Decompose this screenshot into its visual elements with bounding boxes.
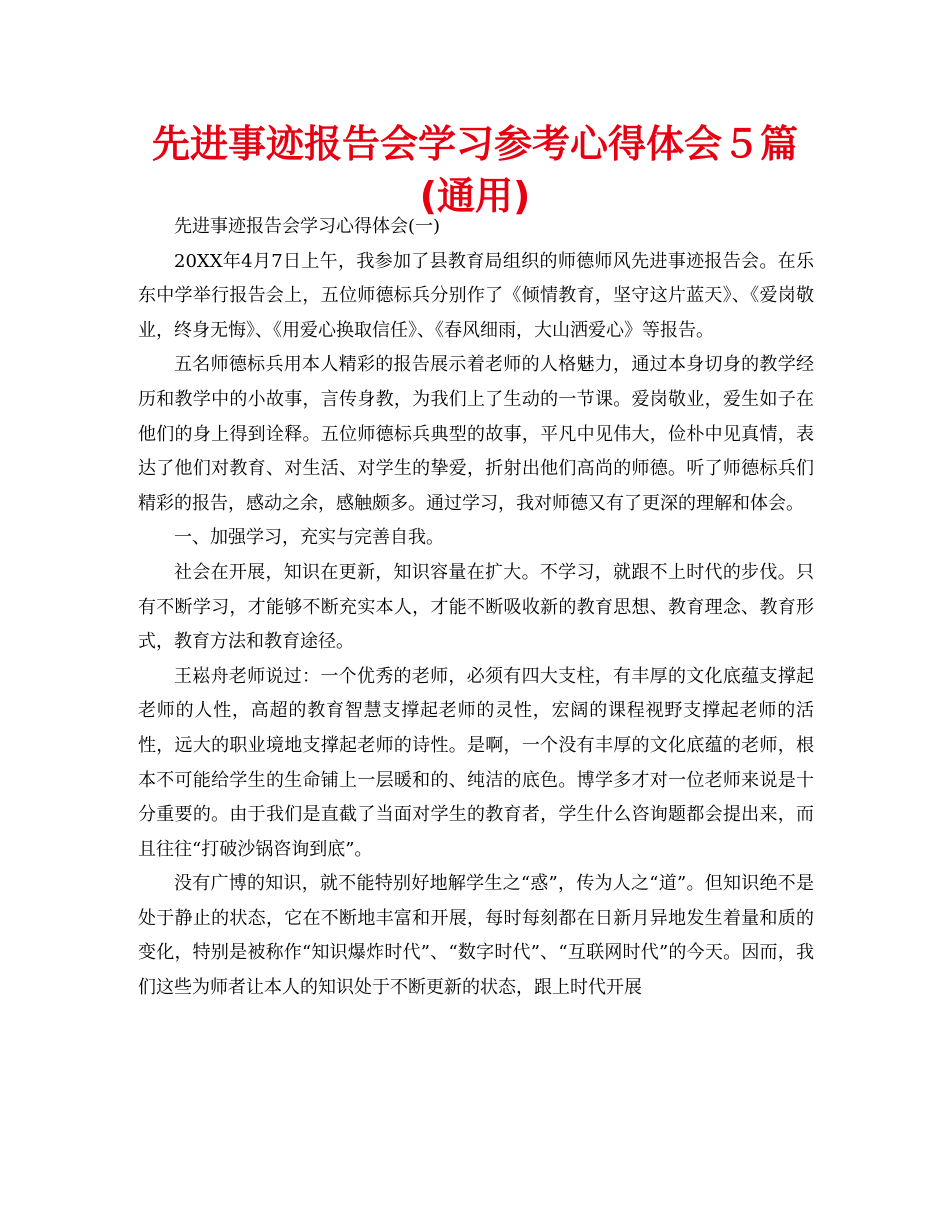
document-title-line-1: 先进事迹报告会学习参考心得体会５篇: [151, 122, 798, 166]
paragraph: 没有广博的知识，就不能特别好地解学生之“惑”，传为人之“道”。但知识绝不是处于静止的状态，它在不断地丰富和开展，每时每刻都在日新月异地发生着量和质的变化，特别是被称作“知识爆炸时代”、“数字时代”、“互联网时代”的今天。因而，我们这些为师者让本人的知识处于不断更新的状态，跟上时代开展: [138, 873, 814, 999]
paragraph: 社会在开展，知识在更新，知识容量在扩大。不学习，就跟不上时代的步伐。只有不断学习，才能够不断充实本人，才能不断吸收新的教育思想、教育理念、教育形式，教育方法和教育途径。: [138, 561, 814, 653]
subheading: 一、加强学习，充实与完善自我。: [174, 527, 444, 549]
document-body: [138, 210, 814, 1006]
paragraph: 王崧舟老师说过：一个优秀的老师，必须有四大支柱，有丰厚的文化底蕴支撑起老师的人性，高超的教育智慧支撑起老师的灵性，宏阔的课程视野支撑起老师的活性，远大的职业境地支撑起老师的诗性。是啊，一个没有丰厚的文化底蕴的老师，根本不可能给学生的生命铺上一层暖和的、纯洁的底色。博学多才对一位老师来说是十分重要的。由于我们是直截了当面对学生的教育者，学生什么咨询题都会提出来，而且往往“打破沙锅咨询到底”。: [138, 665, 814, 860]
document-title-line-2: (通用): [419, 174, 531, 218]
paragraph: 20XX年4月7日上午，我参加了县教育局组织的师德师风先进事迹报告会。在乐东中学举行报告会上，五位师德标兵分别作了《倾情教育，坚守这片蓝天》、《爱岗敬业，终身无悔》、《用爱心换取信任》、《春风细雨，大山洒爱心》等报告。: [138, 250, 814, 341]
paragraph: 五名师德标兵用本人精彩的报告展示着老师的人格魅力，通过本身切身的教学经历和教学中的小故事，言传身教，为我们上了生动的一节课。爱岗敬业，爱生如子在他们的身上得到诠释。五位师德标兵典型的故事，平凡中见伟大，俭朴中见真情，表达了他们对教育、对生活、对学生的挚爱，折射出他们高尚的师德。听了师德标兵们精彩的报告，感动之余，感触颇多。通过学习，我对师德又有了更深的理解和体会。: [138, 354, 814, 514]
section-heading: 先进事迹报告会学习心得体会(一): [174, 216, 441, 237]
